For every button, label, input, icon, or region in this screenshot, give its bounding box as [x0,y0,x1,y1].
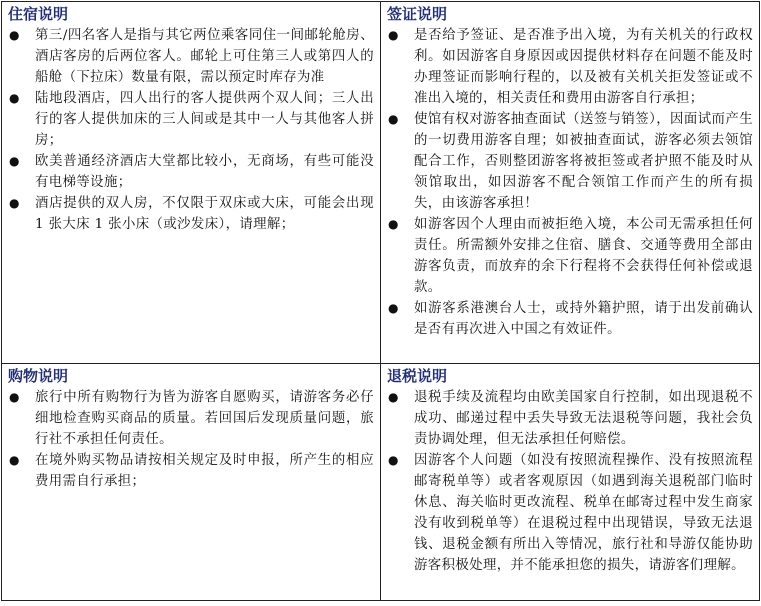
visa-section [381,2,760,364]
travel-notes-table [1,1,760,601]
list-item [8,25,374,88]
bullet-icon: ● [388,301,399,315]
bullet-icon: ● [9,453,20,467]
accommodation-list [8,25,374,235]
list-item [8,387,374,450]
list-item-text: 旅行中所有购物行为皆为游客自愿购买，请游客务必仔细地检查购买商品的质量。若回国后发现质量问题，旅行社不承担任何责任。 [35,390,374,447]
list-item [387,25,753,109]
bullet-icon: ● [9,154,20,168]
bullet-icon: ● [388,112,399,126]
list-item-text: 因游客个人问题（如没有按照流程操作、没有按照流程邮寄税单等）或者客观原因（如遇到海关退税部门临时休息、海关临时更改流程、税单在邮寄过程中发生商家没有收到税单等）在退税过程中出现错误，导致无法退钱、退税金额有所出入等情况，旅行社和导游仅能协助游客积极处理，并不能承担您的损失，请游客们理解。 [414,453,753,573]
list-item-text: 酒店提供的双人房，不仅限于双床或大床，可能会出现 1 张大床 1 张小床（或沙发床），请理解； [35,196,374,232]
list-item [387,109,753,214]
list-item [8,88,374,151]
section-title: 签证说明 [387,5,448,23]
list-item [387,298,753,340]
list-item [387,450,753,576]
list-item-text: 陆地段酒店，四人出行的客人提供两个双人间；三人出行的客人提供加床的三人间或是其中一人与其他客人拼房； [35,91,374,148]
list-item [8,151,374,193]
list-item [8,450,374,492]
accommodation-section [2,2,381,364]
list-item-text: 退税手续及流程均由欧美国家自行控制，如出现退税不成功、邮递过程中丢失导致无法退税等问题，我社会负责协调处理，但无法承担任何赔偿。 [414,390,753,447]
table-row [2,2,760,364]
list-item-text: 如游客因个人理由而被拒绝入境，本公司无需承担任何责任。所需额外安排之住宿、膳食、交通等费用全部由游客负责，而放弃的余下行程将不会获得任何补偿或退款。 [414,217,753,295]
section-title: 购物说明 [8,367,69,385]
tax-refund-section [381,364,760,601]
list-item [387,214,753,298]
list-item-text: 使馆有权对游客抽查面试（送签与销签），因面试而产生的一切费用游客自理；如被抽查面试，游客必须去领馆配合工作，否则整团游客将被拒签或者护照不能及时从领馆取出，如因游客不配合领馆工作而产生的所有损失，由该游客承担！ [414,112,753,211]
bullet-icon: ● [9,196,20,210]
section-title: 退税说明 [387,367,448,385]
bullet-icon: ● [388,28,399,42]
bullet-icon: ● [388,453,399,467]
bullet-icon: ● [388,217,399,231]
list-item [387,387,753,450]
section-title: 住宿说明 [8,5,69,23]
list-item-text: 是否给予签证、是否准予出入境，为有关机关的行政权利。如因游客自身原因或因提供材料存在问题不能及时办理签证而影响行程的，以及被有关机关拒发签证或不准出入境的，相关责任和费用由游客自行承担； [414,28,753,106]
list-item-text: 在境外购买物品请按相关规定及时申报，所产生的相应费用需自行承担； [35,453,374,489]
bullet-icon: ● [388,390,399,404]
list-item-text: 欧美普通经济酒店大堂都比较小，无商场，有些可能没有电梯等设施； [35,154,374,190]
bullet-icon: ● [9,91,20,105]
list-item-text: 如游客系港澳台人士，或持外籍护照，请于出发前确认是否有再次进入中国之有效证件。 [414,301,753,337]
shopping-list [8,387,374,492]
visa-list [387,25,753,340]
shopping-section [2,364,381,601]
tax-refund-list [387,387,753,576]
list-item [8,193,374,235]
bullet-icon: ● [9,390,20,404]
list-item-text: 第三/四名客人是指与其它两位乘客同住一间邮轮舱房、酒店客房的后两位客人。邮轮上可住第三人或第四人的船舱（下拉床）数量有限，需以预定时库存为准 [35,28,374,85]
bullet-icon: ● [9,28,20,42]
table-row [2,364,760,601]
